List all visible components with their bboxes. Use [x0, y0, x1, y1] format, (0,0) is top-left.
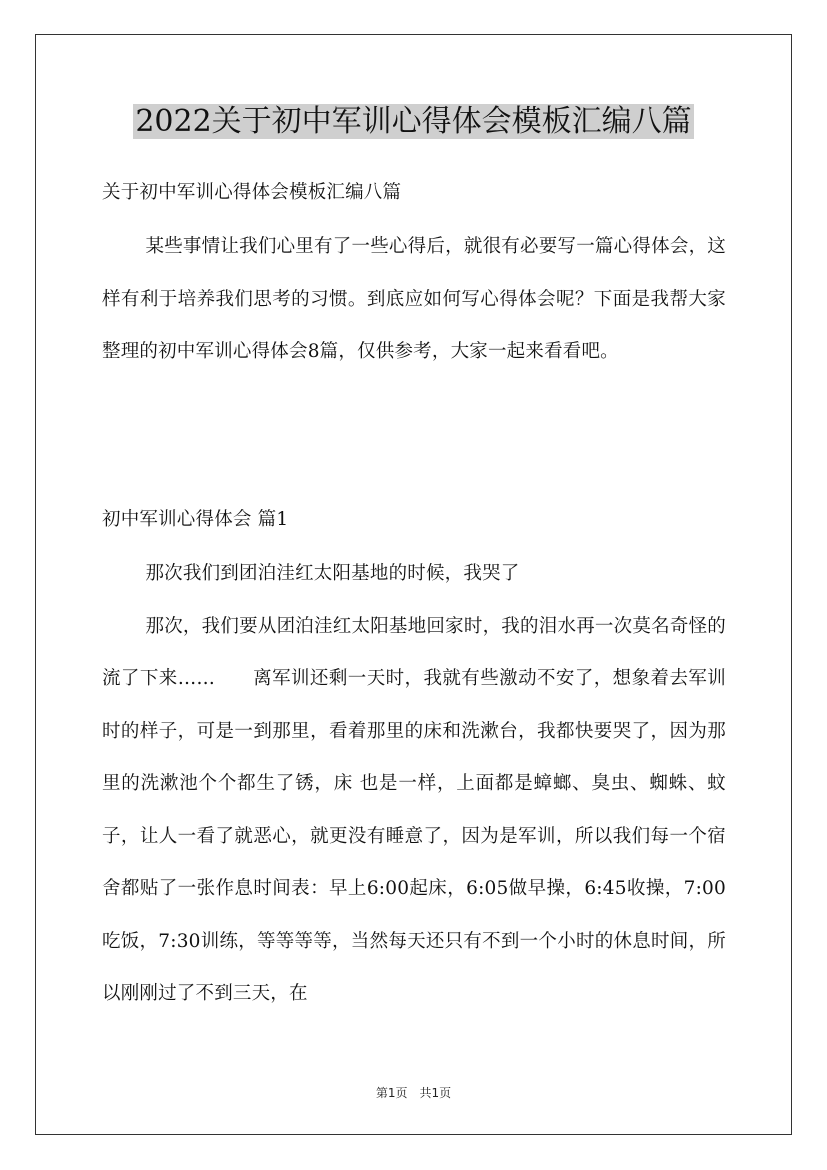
intro-paragraph	[102, 221, 726, 379]
page-number: 第1页 共1页	[375, 1086, 452, 1100]
document-title	[0, 100, 827, 144]
section-paragraph: 那次，我们要从团泊洼红太阳基地回家时，我的泪水再一次莫名奇怪的流了下来…… 离军训还剩一天时，我就有些激动不安了，想象着去军训时的样子，可是一到那里，看着那里的床和洗漱台，我都快要哭了，因为那里的洗漱池个个都生了锈，床 也是一样，上面都是蟑螂、臭虫、蜘蛛、蚊子，让人一看了就恶心，就更没有睡意了，因为是军训，所以我们每一个宿舍都贴了一张作息时间表：早上6:00起床，6:05做早操，6:45收操，7:00吃饭，7:30训练，等等等等，当然每天还只有不到一个小时的休息时间，所以刚刚过了不到三天，在	[102, 615, 726, 1004]
section-body	[102, 548, 726, 1021]
document-subtitle: 关于初中军训心得体会模板汇编八篇	[102, 182, 402, 203]
document-title-text: 2022关于初中军训心得体会模板汇编八篇	[135, 104, 692, 139]
intro-text: 某些事情让我们心里有了一些心得后，就很有必要写一篇心得体会，这样有利于培养我们思考的习惯。到底应如何写心得体会呢？下面是我帮大家整理的初中军训心得体会8篇，仅供参考，大家一起来看看吧。	[102, 236, 726, 362]
page-footer	[0, 1084, 827, 1101]
section-paragraph: 那次我们到团泊洼红太阳基地的时候，我哭了	[145, 563, 520, 584]
section-heading: 初中军训心得体会 篇1	[102, 509, 289, 530]
